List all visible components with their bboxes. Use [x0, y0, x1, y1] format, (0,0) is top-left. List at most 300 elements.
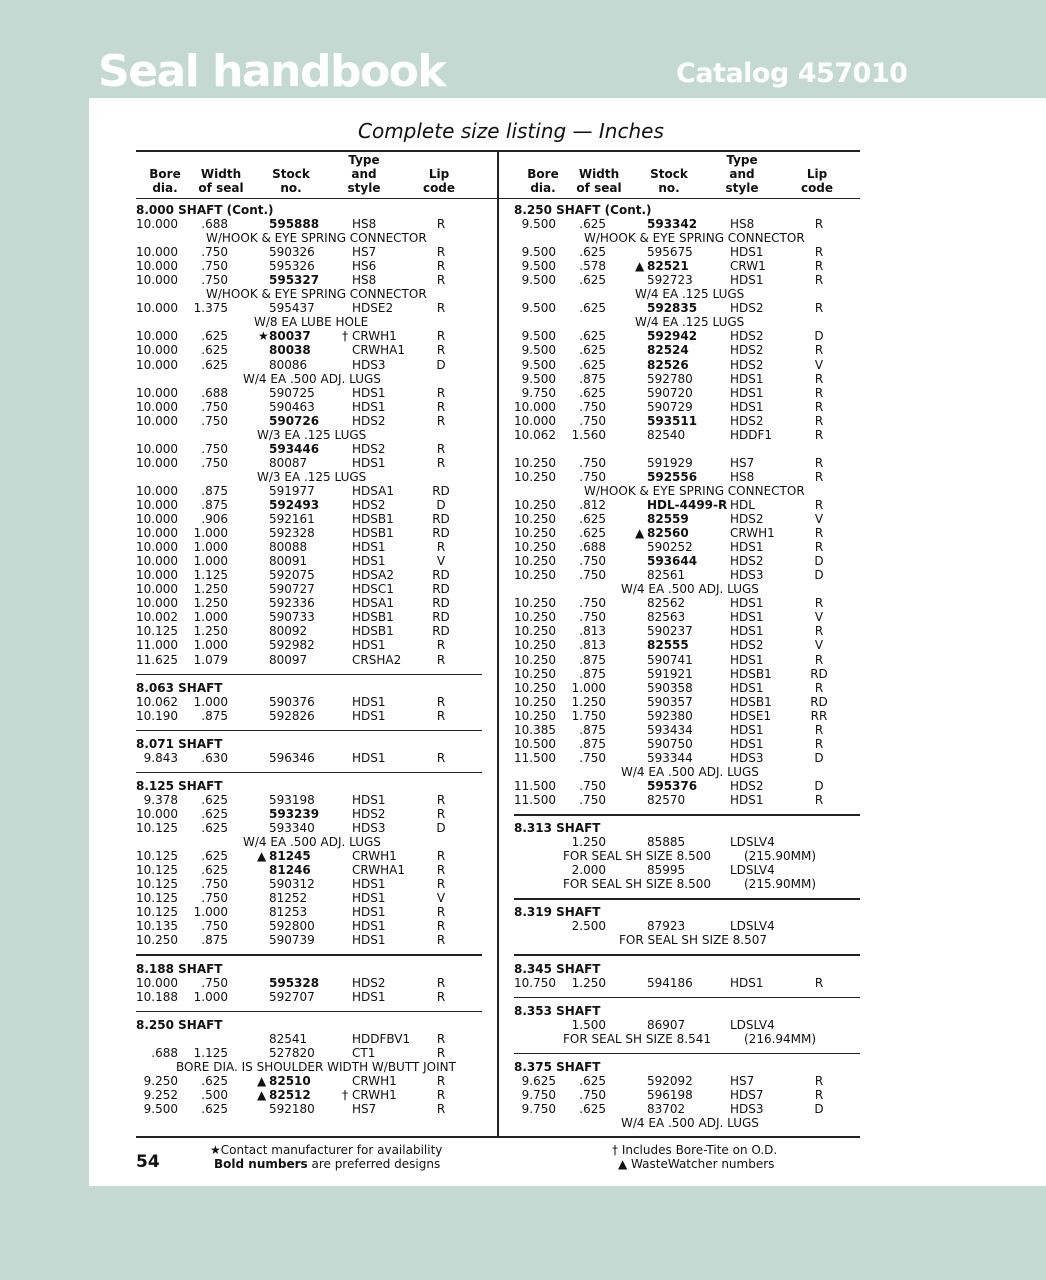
stock-no: 595888	[269, 217, 320, 232]
note-text: W/4 EA .500 ADJ. LUGS	[243, 371, 381, 386]
bore-dia: 10.250	[514, 469, 556, 484]
table-row	[136, 793, 482, 807]
note-row	[514, 1032, 860, 1046]
stock-no: 592982	[269, 638, 315, 653]
lip-code: R	[814, 680, 824, 695]
seal-width: 2.500	[571, 919, 606, 934]
bore-dia: 9.750	[521, 1102, 556, 1116]
type-style: HDS1	[730, 596, 764, 611]
seal-width: .750	[579, 455, 606, 470]
seal-width: 1.125	[193, 568, 228, 583]
lip-code: D	[814, 1102, 824, 1116]
stock-no: 590358	[647, 680, 693, 695]
type-style: HDSB1	[352, 526, 394, 541]
table-row	[136, 568, 482, 582]
col-head-width-left: Width of seal	[198, 167, 244, 195]
type-style: HDDFBV1	[352, 1031, 411, 1046]
lip-code: R	[436, 245, 446, 260]
section-divider	[514, 1046, 860, 1060]
seal-width: .750	[579, 610, 606, 625]
bore-dia: 10.000	[136, 343, 178, 358]
table-row	[514, 512, 860, 526]
section-rule	[514, 997, 860, 999]
note-row	[514, 933, 860, 947]
table-row	[136, 414, 482, 428]
bore-dia: 10.250	[514, 596, 556, 611]
lip-code: V	[436, 891, 446, 906]
table-row	[514, 624, 860, 638]
seal-width: .875	[579, 371, 606, 386]
section-rule	[136, 954, 482, 956]
lip-code: R	[436, 1087, 446, 1102]
shaft-heading: 8.063 SHAFT	[136, 680, 223, 695]
bore-dia: 10.000	[136, 357, 178, 372]
lip-code: D	[814, 778, 824, 793]
stock-no: 593511	[647, 413, 698, 428]
note-text: FOR SEAL SH SIZE 8.500	[563, 849, 711, 864]
seal-width: 1.000	[193, 610, 228, 625]
lip-code: D	[814, 750, 824, 765]
seal-width: .750	[579, 554, 606, 569]
type-style: HDSA2	[352, 568, 394, 583]
stock-no: 591977	[269, 483, 315, 498]
col-head-bore-right: Bore dia.	[527, 167, 559, 195]
seal-width: .750	[201, 975, 228, 990]
bore-dia: 10.000	[136, 329, 178, 344]
note-row	[514, 1116, 860, 1130]
seal-width: 1.250	[571, 835, 606, 850]
lip-code: R	[436, 329, 446, 344]
note-metric: (216.94MM)	[744, 1031, 817, 1046]
seal-width: .625	[579, 385, 606, 400]
note-row	[136, 372, 482, 386]
table-row	[514, 793, 860, 807]
seal-width: .750	[201, 891, 228, 906]
table-row	[514, 709, 860, 723]
stock-no: 82541	[269, 1031, 308, 1046]
table-row	[136, 217, 482, 231]
stock-no: 593342	[647, 217, 698, 232]
lip-code: V	[814, 638, 824, 653]
note-text: W/8 EA LUBE HOLE	[254, 315, 369, 330]
section-divider	[514, 891, 860, 905]
table-row	[136, 386, 482, 400]
type-style: HDS1	[352, 385, 386, 400]
bore-dia: 10.000	[136, 497, 178, 512]
lip-code: R	[814, 722, 824, 737]
bore-dia: 10.125	[136, 624, 178, 639]
stock-no: 593344	[647, 750, 693, 765]
note-row	[514, 287, 860, 301]
table-row	[136, 751, 482, 765]
type-style: HDS2	[352, 807, 386, 822]
type-style: CRWH1	[352, 1087, 397, 1102]
lip-code: D	[436, 497, 446, 512]
bore-dia: 9.500	[521, 245, 556, 260]
stock-no: 83702	[647, 1102, 686, 1116]
type-style: HDS1	[352, 638, 386, 653]
table-row	[136, 273, 482, 287]
stock-no: 81245	[269, 849, 311, 864]
stock-no: 590237	[647, 624, 693, 639]
seal-width: .625	[201, 343, 228, 358]
table-row	[514, 1018, 860, 1032]
table-row	[136, 709, 482, 723]
section-divider	[136, 947, 482, 961]
note-row	[514, 877, 860, 891]
bore-dia: 10.125	[136, 891, 178, 906]
star-icon: ★	[258, 329, 269, 344]
seal-width: .630	[201, 750, 228, 765]
type-style: CRWH1	[352, 329, 397, 344]
bore-dia: 9.750	[521, 385, 556, 400]
lip-code: R	[436, 807, 446, 822]
bore-dia: 10.000	[136, 483, 178, 498]
lip-code: RD	[432, 483, 450, 498]
lip-code: R	[436, 259, 446, 274]
lip-code: D	[814, 554, 824, 569]
type-style: HDS1	[730, 624, 764, 639]
table-row	[136, 1088, 482, 1102]
stock-no: 592493	[269, 497, 320, 512]
note-row	[136, 470, 482, 484]
type-style: HDSB1	[352, 610, 394, 625]
seal-width: .625	[579, 357, 606, 372]
type-style: HS7	[352, 1102, 377, 1116]
stock-no: 592723	[647, 273, 693, 288]
page-number: 54	[136, 1152, 160, 1172]
seal-width: .625	[201, 1102, 228, 1116]
bore-dia: 10.190	[136, 708, 178, 723]
stock-no: 592942	[647, 329, 698, 344]
lip-code: RD	[432, 624, 450, 639]
table-row	[514, 414, 860, 428]
bore-dia: 9.500	[521, 273, 556, 288]
seal-width: 1.000	[193, 554, 228, 569]
lip-code: R	[814, 1073, 824, 1088]
type-style: HDS1	[352, 877, 386, 892]
type-style: HS6	[352, 259, 377, 274]
seal-width: .625	[201, 329, 228, 344]
lip-code: R	[436, 455, 446, 470]
stock-no: 82540	[647, 427, 686, 442]
stock-no: 590720	[647, 385, 693, 400]
col-head-lip-right: Lip code	[800, 167, 834, 195]
note-row	[514, 484, 860, 498]
table-row	[514, 456, 860, 470]
type-style: HDS1	[352, 792, 386, 807]
lip-code: R	[436, 441, 446, 456]
left-listing-column	[136, 203, 482, 1116]
stock-no: 590463	[269, 399, 315, 414]
bore-dia: 10.250	[514, 624, 556, 639]
lip-code: R	[436, 905, 446, 920]
table-row	[136, 526, 482, 540]
bore-dia: 10.750	[514, 975, 556, 990]
lip-code: R	[436, 975, 446, 990]
lip-code: R	[436, 1031, 446, 1046]
bore-dia: .688	[151, 1045, 178, 1060]
seal-width: .750	[201, 273, 228, 288]
table-row	[514, 554, 860, 568]
bore-dia: 9.378	[143, 792, 178, 807]
type-style: LDSLV4	[730, 1017, 775, 1032]
table-row	[136, 1032, 482, 1046]
bore-dia: 10.000	[136, 582, 178, 597]
table-row	[514, 1074, 860, 1088]
note-row	[136, 1060, 482, 1074]
stock-no: 593434	[647, 722, 693, 737]
stock-no: 80088	[269, 540, 308, 555]
type-style: HDS3	[730, 1102, 764, 1116]
note-row	[136, 835, 482, 849]
table-row	[514, 723, 860, 737]
footnote-bold: Bold numbers are preferred designs	[214, 1157, 441, 1171]
note-text: FOR SEAL SH SIZE 8.507	[619, 933, 767, 948]
seal-width: .750	[201, 455, 228, 470]
stock-no: 593446	[269, 441, 320, 456]
table-row	[514, 568, 860, 582]
lip-code: R	[814, 343, 824, 358]
lip-code: D	[814, 568, 824, 583]
table-row	[514, 919, 860, 933]
stock-no: 527820	[269, 1045, 315, 1060]
stock-no: 590252	[647, 540, 693, 555]
bore-dia: 9.500	[521, 259, 556, 274]
note-text: W/4 EA .500 ADJ. LUGS	[621, 764, 759, 779]
type-style: LDSLV4	[730, 835, 775, 850]
bore-dia: 11.500	[514, 750, 556, 765]
type-style: CRWHA1	[352, 343, 405, 358]
type-style: HDSB1	[730, 694, 772, 709]
note-text: W/4 EA .500 ADJ. LUGS	[621, 1116, 759, 1131]
bore-dia: 10.000	[136, 259, 178, 274]
table-row	[136, 990, 482, 1004]
lip-code: V	[814, 610, 824, 625]
lip-code: RD	[432, 526, 450, 541]
bore-dia: 9.500	[521, 329, 556, 344]
note-text: W/4 EA .500 ADJ. LUGS	[243, 835, 381, 850]
stock-no: 82561	[647, 568, 686, 583]
bore-dia: 10.000	[136, 385, 178, 400]
seal-width: .906	[201, 512, 228, 527]
note-row	[136, 231, 482, 245]
type-style: HDS1	[352, 750, 386, 765]
type-style: CRW1	[730, 259, 766, 274]
lip-code: V	[436, 554, 446, 569]
shaft-heading: 8.188 SHAFT	[136, 961, 223, 976]
lip-code: R	[436, 301, 446, 316]
type-style: HDSE2	[352, 301, 394, 316]
section-rule	[136, 772, 482, 774]
stock-no: 595437	[269, 301, 315, 316]
type-style: CRWHA1	[352, 863, 405, 878]
lip-code: V	[814, 357, 824, 372]
bore-dia: 11.000	[136, 638, 178, 653]
type-style: HS7	[352, 245, 377, 260]
stock-no: 596346	[269, 750, 315, 765]
stock-no: 82524	[647, 343, 689, 358]
blank-row	[514, 442, 860, 456]
stock-no: 592075	[269, 568, 315, 583]
table-row	[136, 358, 482, 372]
right-listing-column	[514, 203, 860, 1130]
stock-no: 593239	[269, 807, 320, 822]
section-divider	[136, 667, 482, 681]
seal-width: .813	[579, 638, 606, 653]
seal-width: .875	[201, 483, 228, 498]
seal-width: .625	[201, 357, 228, 372]
note-row	[514, 849, 860, 863]
stock-no: 82526	[647, 357, 689, 372]
triangle-icon: ▲	[257, 849, 267, 864]
bore-dia: 9.750	[521, 1087, 556, 1102]
seal-width: .750	[201, 919, 228, 934]
bore-dia: 10.250	[514, 694, 556, 709]
note-text: W/4 EA .125 LUGS	[635, 287, 745, 302]
bore-dia: 10.000	[136, 245, 178, 260]
section-divider	[514, 947, 860, 961]
bore-dia: 10.250	[514, 680, 556, 695]
table-row	[514, 245, 860, 259]
bore-dia: 10.000	[136, 975, 178, 990]
lip-code: R	[436, 638, 446, 653]
stock-no: 82570	[647, 792, 686, 807]
stock-no: 590739	[269, 933, 315, 948]
seal-width: .750	[201, 245, 228, 260]
type-style: HDDF1	[730, 427, 773, 442]
type-style: HS8	[730, 469, 755, 484]
stock-no: 590750	[647, 736, 693, 751]
bore-dia: 10.250	[514, 708, 556, 723]
table-row	[136, 1074, 482, 1088]
type-style: HDS2	[352, 441, 386, 456]
type-style: LDSLV4	[730, 919, 775, 934]
type-style: HDS1	[352, 905, 386, 920]
stock-no: 85995	[647, 863, 686, 878]
lip-code: R	[436, 750, 446, 765]
bore-dia: 10.250	[514, 526, 556, 541]
type-style: HDS2	[730, 554, 764, 569]
lip-code: R	[814, 497, 824, 512]
lip-code: R	[814, 469, 824, 484]
type-style: HDSB1	[730, 666, 772, 681]
section-divider	[514, 990, 860, 1004]
table-row	[514, 498, 860, 512]
seal-width: .750	[579, 413, 606, 428]
bore-dia: 10.062	[514, 427, 556, 442]
bore-dia: 10.250	[136, 933, 178, 948]
stock-no: 592380	[647, 708, 693, 723]
seal-width: .688	[579, 540, 606, 555]
type-style: HDS2	[730, 512, 764, 527]
col-head-type-left: Type and style	[347, 153, 381, 195]
note-row	[136, 315, 482, 329]
page-subtitle: Complete size listing — Inches	[358, 119, 664, 143]
seal-width: .625	[579, 1073, 606, 1088]
type-style: HDS1	[352, 455, 386, 470]
stock-no: 590725	[269, 385, 315, 400]
lip-code: R	[436, 1102, 446, 1116]
note-metric: (215.90MM)	[744, 849, 817, 864]
shaft-heading: 8.250 SHAFT (Cont.)	[514, 203, 652, 217]
note-row	[514, 315, 860, 329]
bore-dia: 9.500	[521, 217, 556, 232]
footnote-boretite: † Includes Bore-Tite on O.D.	[612, 1143, 778, 1157]
table-row	[514, 217, 860, 231]
stock-no: 590376	[269, 694, 315, 709]
bore-dia: 10.000	[136, 413, 178, 428]
table-row	[136, 498, 482, 512]
type-style: CRWH1	[352, 1073, 397, 1088]
lip-code: R	[436, 919, 446, 934]
seal-width: .750	[579, 596, 606, 611]
lip-code: R	[436, 385, 446, 400]
stock-no: 595376	[647, 778, 698, 793]
table-row	[514, 273, 860, 287]
stock-no: 80092	[269, 624, 308, 639]
stock-no: 590727	[269, 582, 315, 597]
bottom-rule	[136, 1136, 860, 1138]
seal-width: .500	[201, 1087, 228, 1102]
seal-width: 1.250	[571, 975, 606, 990]
type-style: HDS3	[730, 750, 764, 765]
seal-width: .625	[201, 849, 228, 864]
note-row	[514, 582, 860, 596]
shaft-heading: 8.250 SHAFT	[136, 1017, 223, 1032]
lip-code: R	[436, 540, 446, 555]
type-style: HDS1	[352, 891, 386, 906]
shaft-heading: 8.071 SHAFT	[136, 736, 223, 751]
seal-width: .625	[579, 301, 606, 316]
bore-dia: 10.000	[136, 526, 178, 541]
table-row	[136, 638, 482, 652]
bore-dia: 9.500	[143, 1102, 178, 1116]
note-text: W/4 EA .125 LUGS	[635, 315, 745, 330]
column-divider	[497, 151, 499, 1137]
lip-code: R	[436, 652, 446, 667]
seal-width: .750	[579, 469, 606, 484]
bore-dia: 10.500	[514, 736, 556, 751]
shaft-heading: 8.000 SHAFT (Cont.)	[136, 203, 274, 217]
lip-code: RD	[432, 596, 450, 611]
lip-code: RD	[432, 568, 450, 583]
seal-width: .625	[579, 512, 606, 527]
bore-dia: 10.000	[136, 807, 178, 822]
seal-width: .578	[579, 259, 606, 274]
stock-no: 590726	[269, 413, 320, 428]
table-row	[514, 653, 860, 667]
type-style: HDS1	[730, 371, 764, 386]
lip-code: R	[814, 975, 824, 990]
lip-code: R	[814, 273, 824, 288]
section-divider	[136, 723, 482, 737]
table-row	[136, 329, 482, 343]
seal-width: 1.250	[571, 694, 606, 709]
lip-code: R	[814, 540, 824, 555]
section-rule	[514, 814, 860, 816]
lip-code: R	[814, 245, 824, 260]
type-style: HDS1	[730, 680, 764, 695]
bore-dia: 10.250	[514, 638, 556, 653]
table-row	[514, 540, 860, 554]
lip-code: R	[814, 596, 824, 611]
type-style: HDS1	[730, 540, 764, 555]
type-style: HDS7	[730, 1087, 764, 1102]
type-style: HDS1	[730, 722, 764, 737]
table-row	[514, 638, 860, 652]
note-text: W/HOOK & EYE SPRING CONNECTOR	[206, 231, 427, 246]
